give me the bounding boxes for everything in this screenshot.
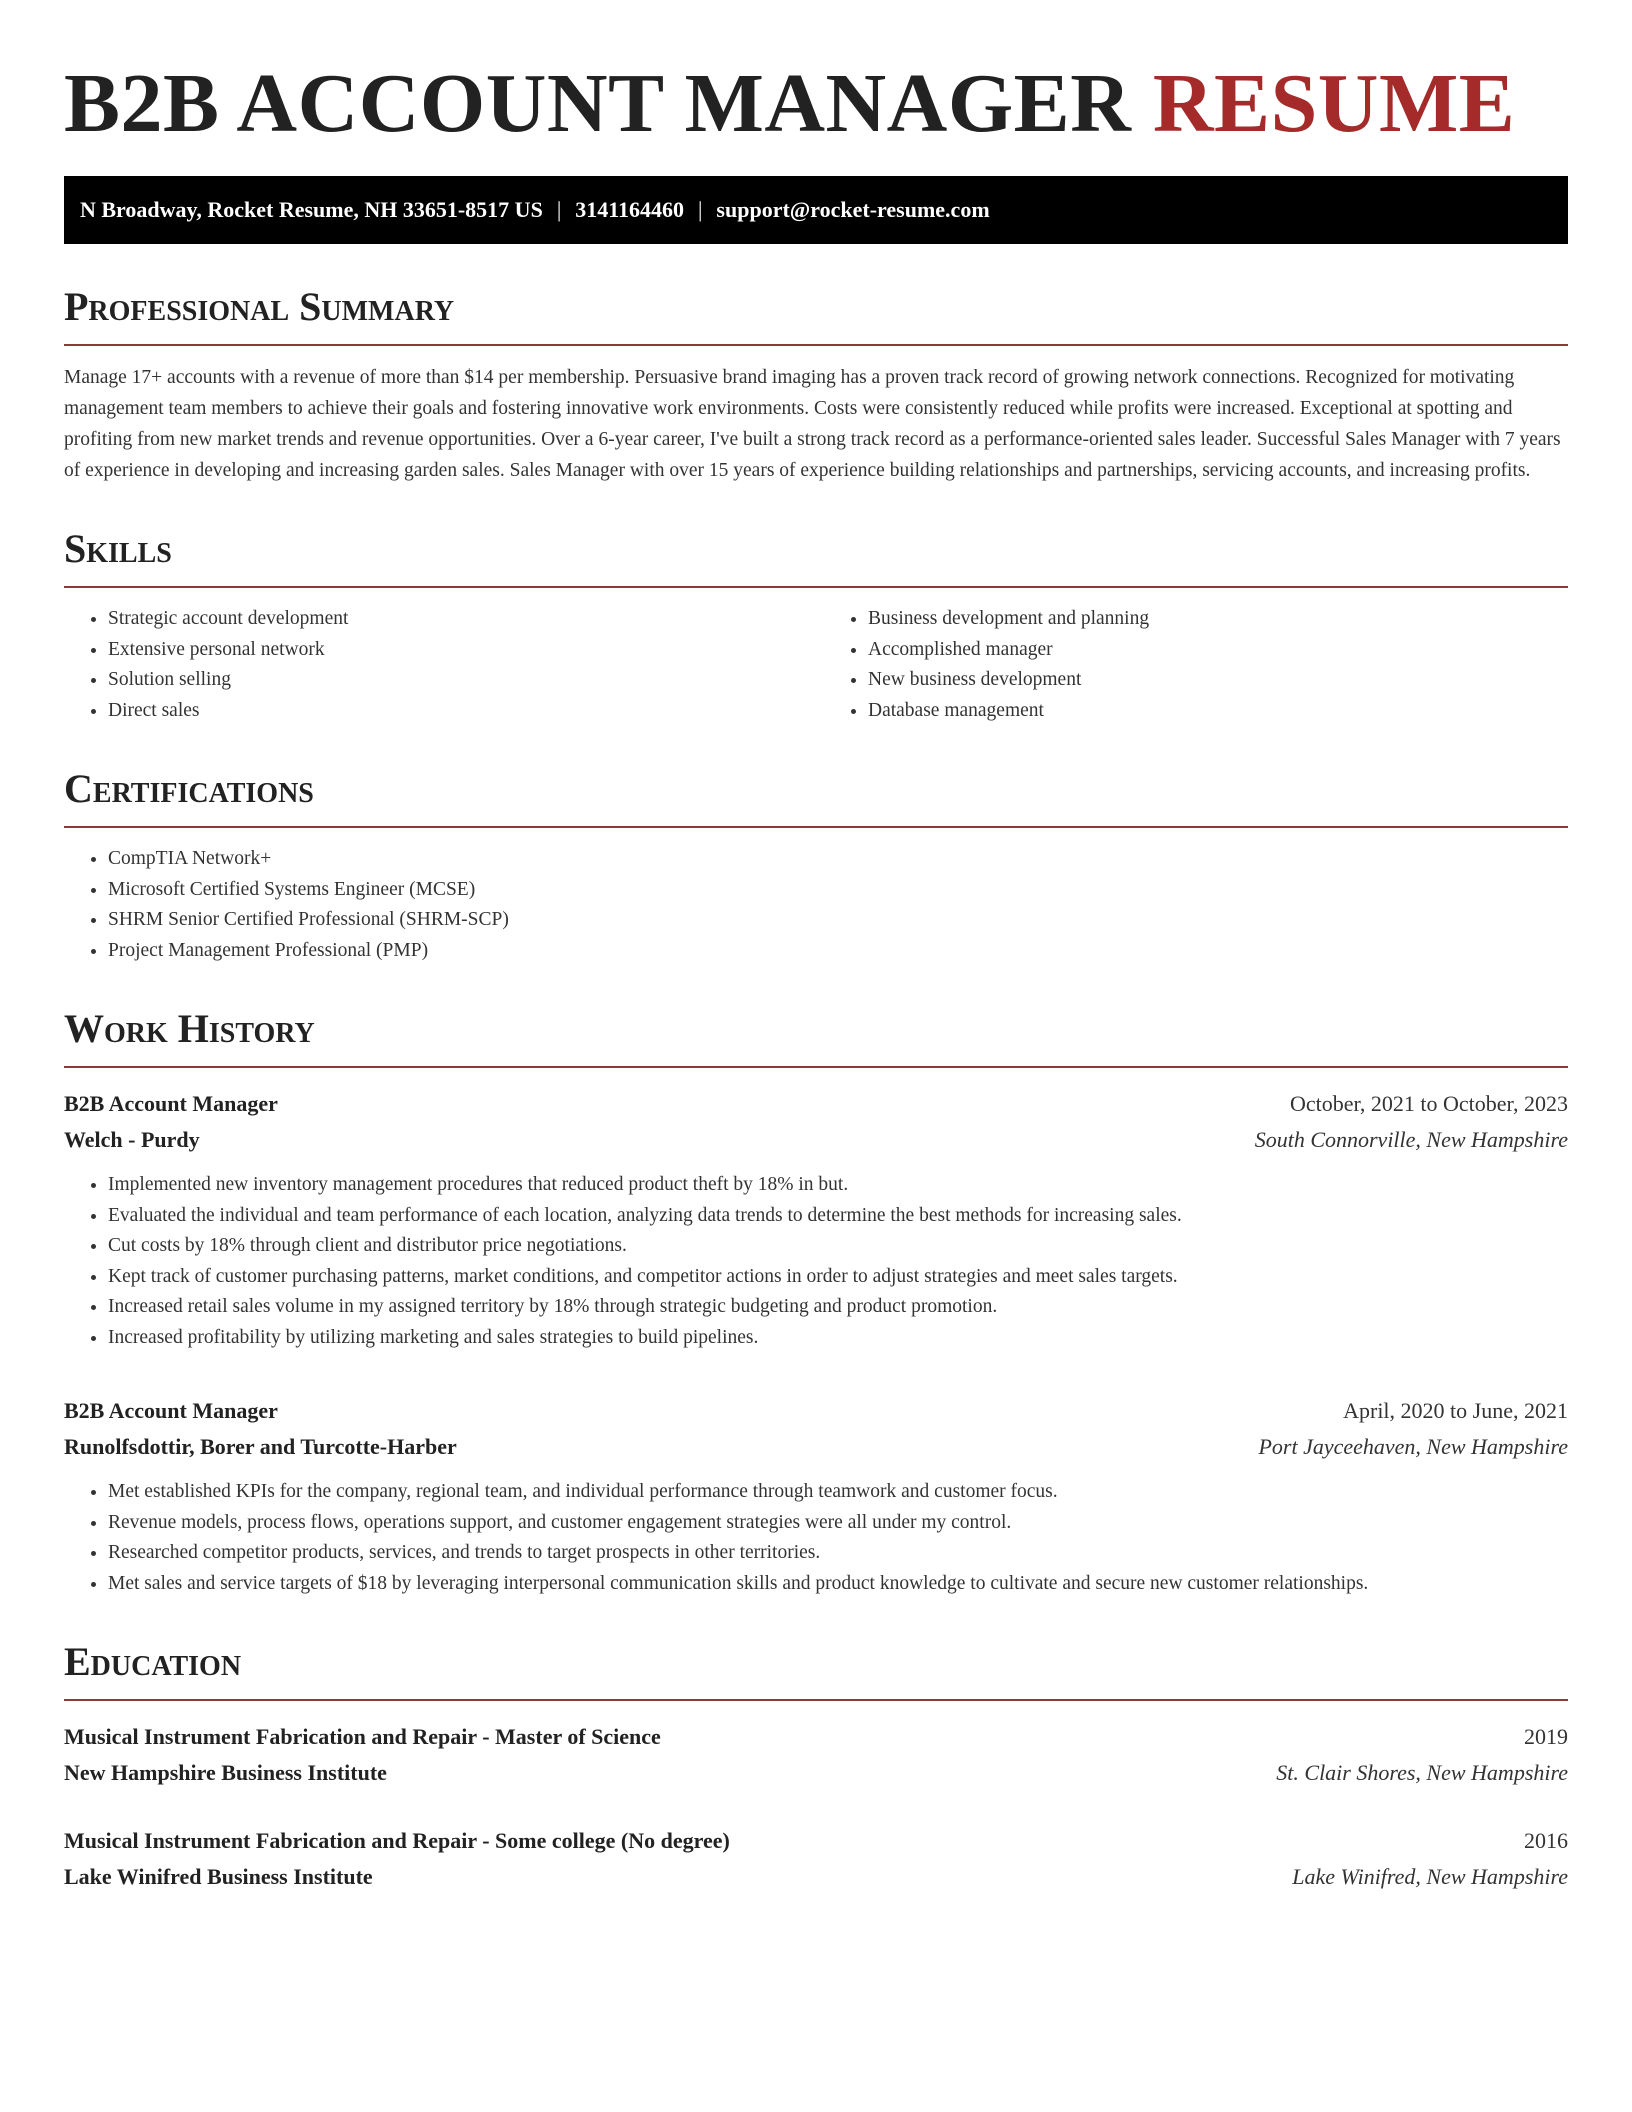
- skills-section: [64, 526, 1568, 726]
- job-company-row: [64, 1429, 1568, 1465]
- job-company: Welch - Purdy: [64, 1127, 200, 1152]
- job-bullet: • Researched competitor products, services, and trends to target prospects in other territories.: [108, 1538, 1568, 1569]
- education-location: St. Clair Shores, New Hampshire: [1276, 1760, 1568, 1785]
- skill-item: • Solution selling: [108, 665, 808, 696]
- skills-list-left: [64, 604, 808, 726]
- skill-item: • Database management: [868, 696, 1568, 727]
- job-location: Port Jayceehaven, New Hampshire: [1258, 1434, 1568, 1459]
- job-dates: April, 2020 to June, 2021: [1343, 1398, 1568, 1423]
- job-title: B2B Account Manager: [64, 1398, 278, 1423]
- certification-item: • CompTIA Network+: [108, 844, 1568, 875]
- education-year: 2016: [1524, 1828, 1568, 1853]
- job-bullet: • Increased retail sales volume in my assigned territory by 18% through strategic budgeting and product promotion.: [108, 1292, 1568, 1323]
- certifications-list: [64, 844, 1568, 966]
- job-bullet: • Kept track of customer purchasing patterns, market conditions, and competitor actions in order to adjust strategies and meet sales targets.: [108, 1262, 1568, 1293]
- certification-item: • SHRM Senior Certified Professional (SHRM-SCP): [108, 905, 1568, 936]
- job-header-row: [64, 1393, 1568, 1429]
- job-bullet: • Evaluated the individual and team performance of each location, analyzing data trends to determine the best methods for increasing sales.: [108, 1201, 1568, 1232]
- certification-item: • Microsoft Certified Systems Engineer (MCSE): [108, 875, 1568, 906]
- contact-separator: |: [556, 197, 562, 222]
- job-bullet: • Met established KPIs for the company, regional team, and individual performance through teamwork and customer focus.: [108, 1477, 1568, 1508]
- education-degree: Musical Instrument Fabrication and Repair - Some college (No degree): [64, 1828, 730, 1853]
- education-entry: [64, 1823, 1568, 1895]
- job-bullet: • Revenue models, process flows, operations support, and customer engagement strategies were all under my control.: [108, 1508, 1568, 1539]
- work-history-section: [64, 1006, 1568, 1599]
- skill-item: • Accomplished manager: [868, 635, 1568, 666]
- summary-heading: Professional Summary: [64, 284, 1568, 346]
- education-school-row: [64, 1755, 1568, 1791]
- work-history-heading: Work History: [64, 1006, 1568, 1068]
- summary-section: [64, 284, 1568, 486]
- education-degree-row: [64, 1719, 1568, 1755]
- job-entry: [64, 1393, 1568, 1599]
- skills-list-right: [808, 604, 1568, 726]
- job-company: Runolfsdottir, Borer and Turcotte-Harber: [64, 1434, 457, 1459]
- certifications-section: [64, 766, 1568, 966]
- contact-email: support@rocket-resume.com: [716, 197, 990, 222]
- job-company-row: [64, 1122, 1568, 1158]
- skills-grid: [64, 588, 1568, 726]
- job-bullet: • Implemented new inventory management procedures that reduced product theft by 18% in but.: [108, 1170, 1568, 1201]
- skill-item: • Direct sales: [108, 696, 808, 727]
- job-bullet: • Met sales and service targets of $18 by leveraging interpersonal communication skills and product knowledge to cultivate and secure new customer relationships.: [108, 1569, 1568, 1600]
- education-school-row: [64, 1859, 1568, 1895]
- title-accent: RESUME: [1152, 57, 1516, 150]
- skill-item: • Business development and planning: [868, 604, 1568, 635]
- education-school: Lake Winifred Business Institute: [64, 1864, 373, 1889]
- contact-address: N Broadway, Rocket Resume, NH 33651-8517 US: [80, 197, 543, 222]
- job-title: B2B Account Manager: [64, 1091, 278, 1116]
- education-location: Lake Winifred, New Hampshire: [1292, 1864, 1568, 1889]
- job-header-row: [64, 1086, 1568, 1122]
- job-bullets: [64, 1477, 1568, 1599]
- education-degree: Musical Instrument Fabrication and Repair - Master of Science: [64, 1724, 661, 1749]
- skill-item: • New business development: [868, 665, 1568, 696]
- summary-text: Manage 17+ accounts with a revenue of more than $14 per membership. Persuasive brand imaging has a proven track record of growing network connections. Recognized for motivating management team members to achieve their goals and fostering innovative work environments. Costs were consistently reduced while profits were increased. Exceptional at spotting and profiting from new market trends and revenue opportunities. Over a 6-year career, I've built a strong track record as a performance-oriented sales leader. Successful Sales Manager with 7 years of experience in developing and increasing garden sales. Sales Manager with over 15 years of experience building relationships and partnerships, servicing accounts, and increasing profits.: [64, 367, 1561, 481]
- education-school: New Hampshire Business Institute: [64, 1760, 387, 1785]
- title-main: B2B ACCOUNT MANAGER: [64, 57, 1132, 150]
- education-year: 2019: [1524, 1724, 1568, 1749]
- job-bullet: • Cut costs by 18% through client and distributor price negotiations.: [108, 1231, 1568, 1262]
- job-location: South Connorville, New Hampshire: [1254, 1127, 1568, 1152]
- contact-phone: 3141164460: [575, 197, 685, 222]
- job-bullet: • Increased profitability by utilizing marketing and sales strategies to build pipelines.: [108, 1323, 1568, 1354]
- education-entry: [64, 1719, 1568, 1791]
- education-degree-row: [64, 1823, 1568, 1859]
- certifications-heading: Certifications: [64, 766, 1568, 828]
- skill-item: • Extensive personal network: [108, 635, 808, 666]
- contact-bar: [64, 176, 1568, 244]
- skill-item: • Strategic account development: [108, 604, 808, 635]
- skills-heading: Skills: [64, 526, 1568, 588]
- resume-title: [64, 56, 1568, 152]
- contact-separator: |: [698, 197, 703, 222]
- job-bullets: [64, 1170, 1568, 1353]
- certification-item: • Project Management Professional (PMP): [108, 936, 1568, 967]
- education-section: [64, 1639, 1568, 1895]
- job-dates: October, 2021 to October, 2023: [1289, 1091, 1568, 1116]
- education-heading: Education: [64, 1639, 1568, 1701]
- job-entry: [64, 1086, 1568, 1353]
